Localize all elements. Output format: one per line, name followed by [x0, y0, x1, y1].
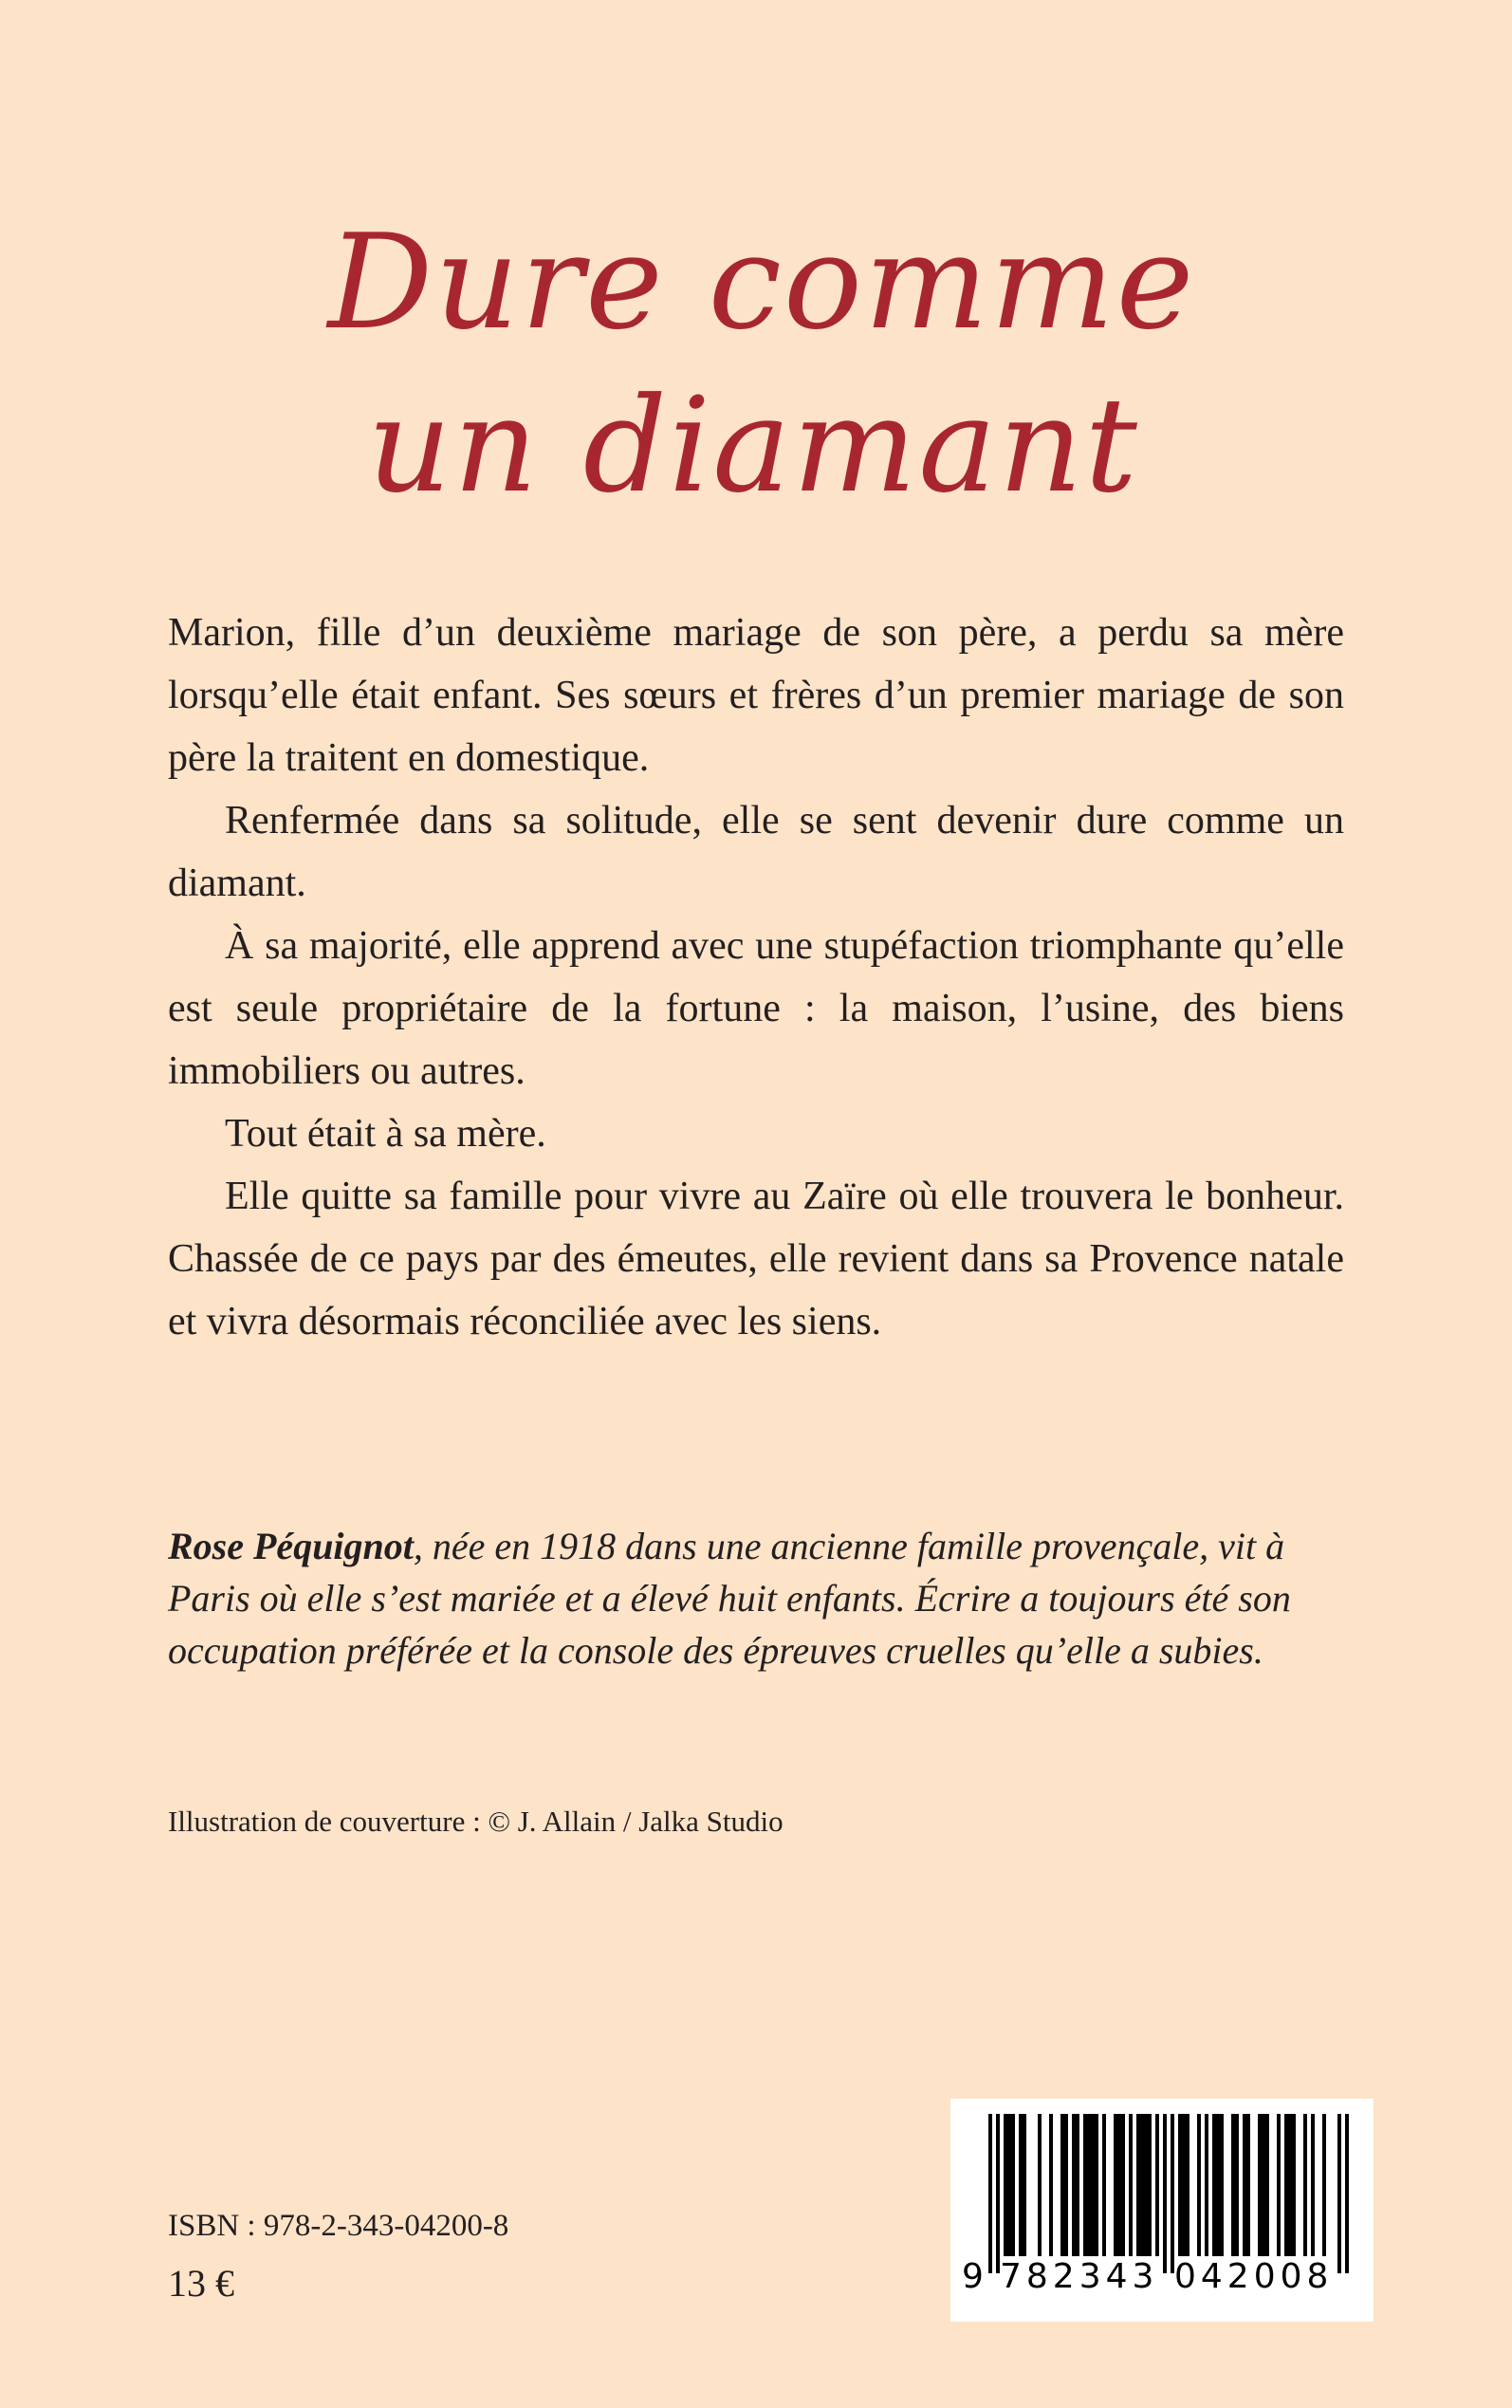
barcode-bar [1186, 2114, 1189, 2256]
barcode-bar [1311, 2114, 1315, 2256]
barcode-bar [1292, 2114, 1296, 2256]
barcode-bar [1235, 2114, 1239, 2256]
barcode-bar [1197, 2114, 1201, 2256]
barcode-bar [1072, 2114, 1076, 2256]
barcode-bar [1102, 2114, 1106, 2256]
title-line-1: Dure comme [327, 206, 1196, 360]
barcode-bar [1136, 2114, 1140, 2256]
author-bio [168, 1520, 1344, 1676]
barcode-bar [1288, 2114, 1292, 2256]
illustration-credit: Illustration de couverture : © J. Allain / Jalka Studio [168, 1805, 784, 1838]
barcode-bar [1303, 2114, 1307, 2256]
barcode-bar [1060, 2114, 1064, 2256]
barcode-bar [996, 2114, 1000, 2273]
barcode-bar [1049, 2114, 1053, 2256]
barcode-bar [1087, 2114, 1091, 2256]
barcode-bar [1212, 2114, 1216, 2256]
barcode-bar [1114, 2114, 1117, 2256]
synopsis [168, 602, 1344, 1353]
barcode-bar [1148, 2114, 1152, 2256]
barcode-bar [1265, 2114, 1269, 2256]
barcode-bar [1091, 2114, 1095, 2256]
barcode-bar [1262, 2114, 1265, 2256]
barcode-bar [1117, 2114, 1121, 2256]
barcode-bar [1258, 2114, 1262, 2256]
barcode-bar [1007, 2114, 1011, 2256]
barcode-bar [1171, 2114, 1174, 2273]
barcode-bar [1220, 2114, 1224, 2256]
barcode-bar [1155, 2114, 1159, 2256]
barcode-bar [1345, 2114, 1349, 2273]
barcode-bar [1337, 2114, 1341, 2273]
barcode-bar [1129, 2114, 1133, 2256]
barcode-bar [1144, 2114, 1148, 2256]
barcode-bar [1277, 2114, 1281, 2256]
barcode-bar [1064, 2114, 1068, 2256]
barcode [950, 2099, 1374, 2322]
barcode-digit-first: 9 [962, 2257, 988, 2296]
barcode-bar [1178, 2114, 1182, 2256]
barcode-bar [1216, 2114, 1220, 2256]
price: 13 € [168, 2262, 234, 2305]
barcode-bar [1205, 2114, 1208, 2256]
barcode-bar [988, 2114, 992, 2273]
barcode-bar [1284, 2114, 1288, 2256]
barcode-bar [1083, 2114, 1087, 2256]
barcode-bar [1163, 2114, 1167, 2273]
book-title [0, 201, 1512, 528]
barcode-bar [1038, 2114, 1042, 2256]
synopsis-paragraph: Marion, fille d’un deuxième mariage de son père, a perdu sa mère lorsqu’elle était enfant. Ses sœurs et frères d’un premier mariage de son père la traitent en domestique. [168, 611, 1344, 780]
barcode-bar [1322, 2114, 1326, 2256]
barcode-bar [1019, 2114, 1023, 2256]
barcode-bar [1121, 2114, 1125, 2256]
barcode-bar [1023, 2114, 1026, 2256]
isbn: ISBN : 978-2-343-04200-8 [168, 2209, 509, 2243]
author-bio-text: , née en 1918 dans une ancienne famille provençale, vit à Paris où elle s’est mariée et a élevé huit enfants. Écrire a toujours été son occupation préférée et la console des épreuves cruelles qu’elle a subies. [168, 1525, 1291, 1672]
barcode-bar [1182, 2114, 1186, 2256]
barcode-bar [1231, 2114, 1235, 2256]
barcode-bar [1246, 2114, 1250, 2256]
barcode-bar [1140, 2114, 1144, 2256]
barcode-bar [1243, 2114, 1246, 2256]
barcode-bar [1004, 2114, 1007, 2256]
synopsis-paragraph: Elle quitte sa famille pour vivre au Zaïre où elle trouvera le bonheur. Chassée de ce pays par des émeutes, elle revient dans sa Provence natale et vivra désormais réconciliée avec les siens. [168, 1175, 1344, 1343]
barcode-bar [1095, 2114, 1098, 2256]
synopsis-paragraph: À sa majorité, elle apprend avec une stupéfaction triomphante qu’elle est seule propriétaire de la fortune : la maison, l’usine, des biens immobiliers ou autres. [168, 924, 1344, 1093]
barcode-bar [1076, 2114, 1079, 2256]
title-line-2: un diamant [367, 369, 1139, 523]
synopsis-paragraph: Tout était à sa mère. [225, 1112, 546, 1156]
barcode-digits-left: 782343 [1000, 2257, 1159, 2296]
synopsis-paragraph: Renfermée dans sa solitude, elle se sent devenir dure comme un diamant. [168, 799, 1344, 905]
barcode-bar [1011, 2114, 1015, 2256]
barcode-digits-right: 042008 [1174, 2257, 1334, 2296]
author-name: Rose Péquignot [168, 1525, 414, 1567]
